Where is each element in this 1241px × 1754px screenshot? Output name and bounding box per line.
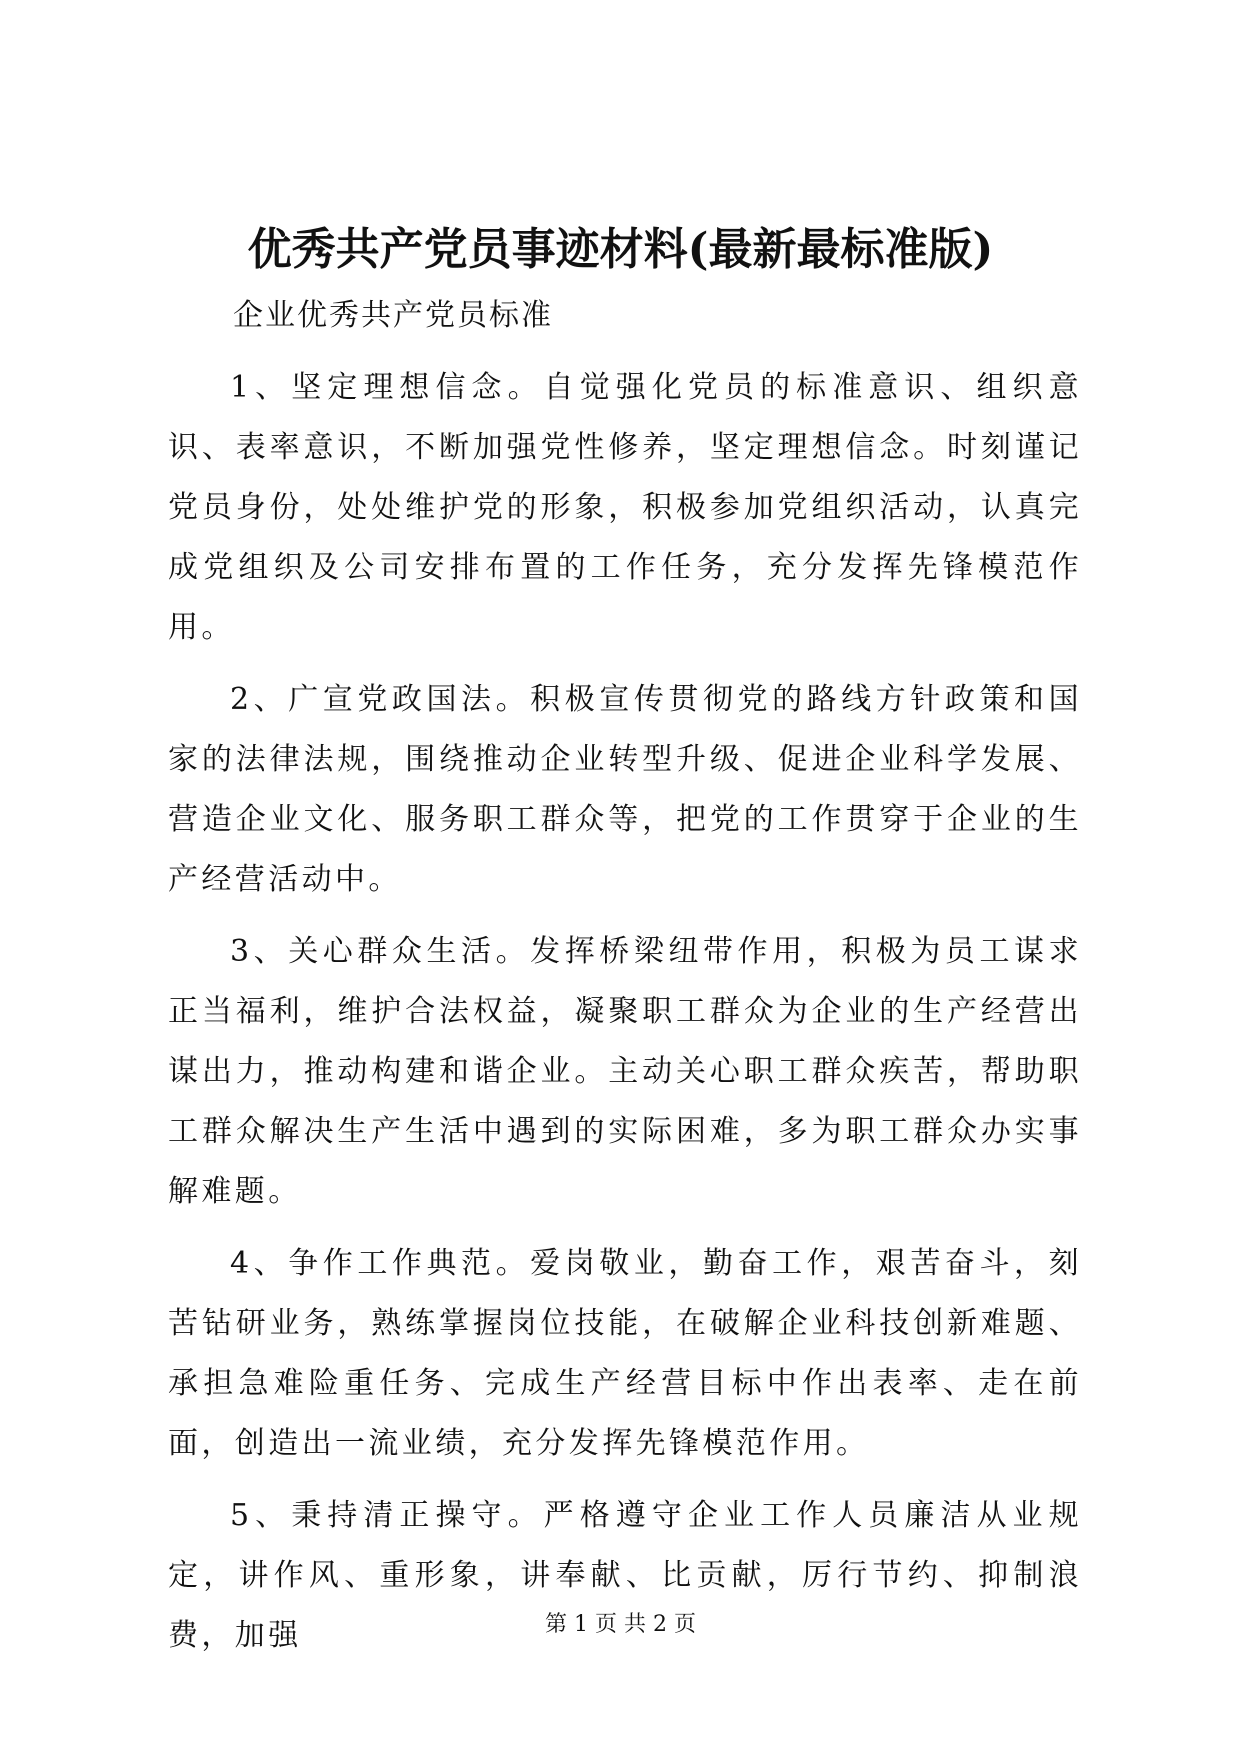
paragraph-2: 2、广宣党政国法。积极宣传贯彻党的路线方针政策和国家的法律法规，围绕推动企业转型升级、促进企业科学发展、营造企业文化、服务职工群众等，把党的工作贯穿于企业的生产经营活动中。 [168,682,1082,897]
paragraph-1: 1、坚定理想信念。自觉强化党员的标准意识、组织意识、表率意识，不断加强党性修养，坚定理想信念。时刻谨记党员身份，处处维护党的形象，积极参加党组织活动，认真完成党组织及公司安排布置的工作任务，充分发挥先锋模范作用。 [168,370,1082,645]
document-subtitle: 企业优秀共产党员标准 [233,298,553,333]
page-number-footer: 第 1 页 共 2 页 [545,1612,696,1637]
document-title: 优秀共产党员事迹材料(最新最标准版) [247,224,994,275]
paragraph-5: 5、秉持清正操守。严格遵守企业工作人员廉洁从业规定，讲作风、重形象，讲奉献、比贡献，厉行节约、抑制浪费，加强 [168,1498,1082,1653]
paragraph-3: 3、关心群众生活。发挥桥梁纽带作用，积极为员工谋求正当福利，维护合法权益，凝聚职工群众为企业的生产经营出谋出力，推动构建和谐企业。主动关心职工群众疾苦，帮助职工群众解决生产生活中遇到的实际困难，多为职工群众办实事解难题。 [168,934,1082,1209]
document-body [168,358,1082,1678]
paragraph-4: 4、争作工作典范。爱岗敬业，勤奋工作，艰苦奋斗，刻苦钻研业务，熟练掌握岗位技能，在破解企业科技创新难题、承担急难险重任务、完成生产经营目标中作出表率、走在前面，创造出一流业绩，充分发挥先锋模范作用。 [168,1246,1082,1461]
